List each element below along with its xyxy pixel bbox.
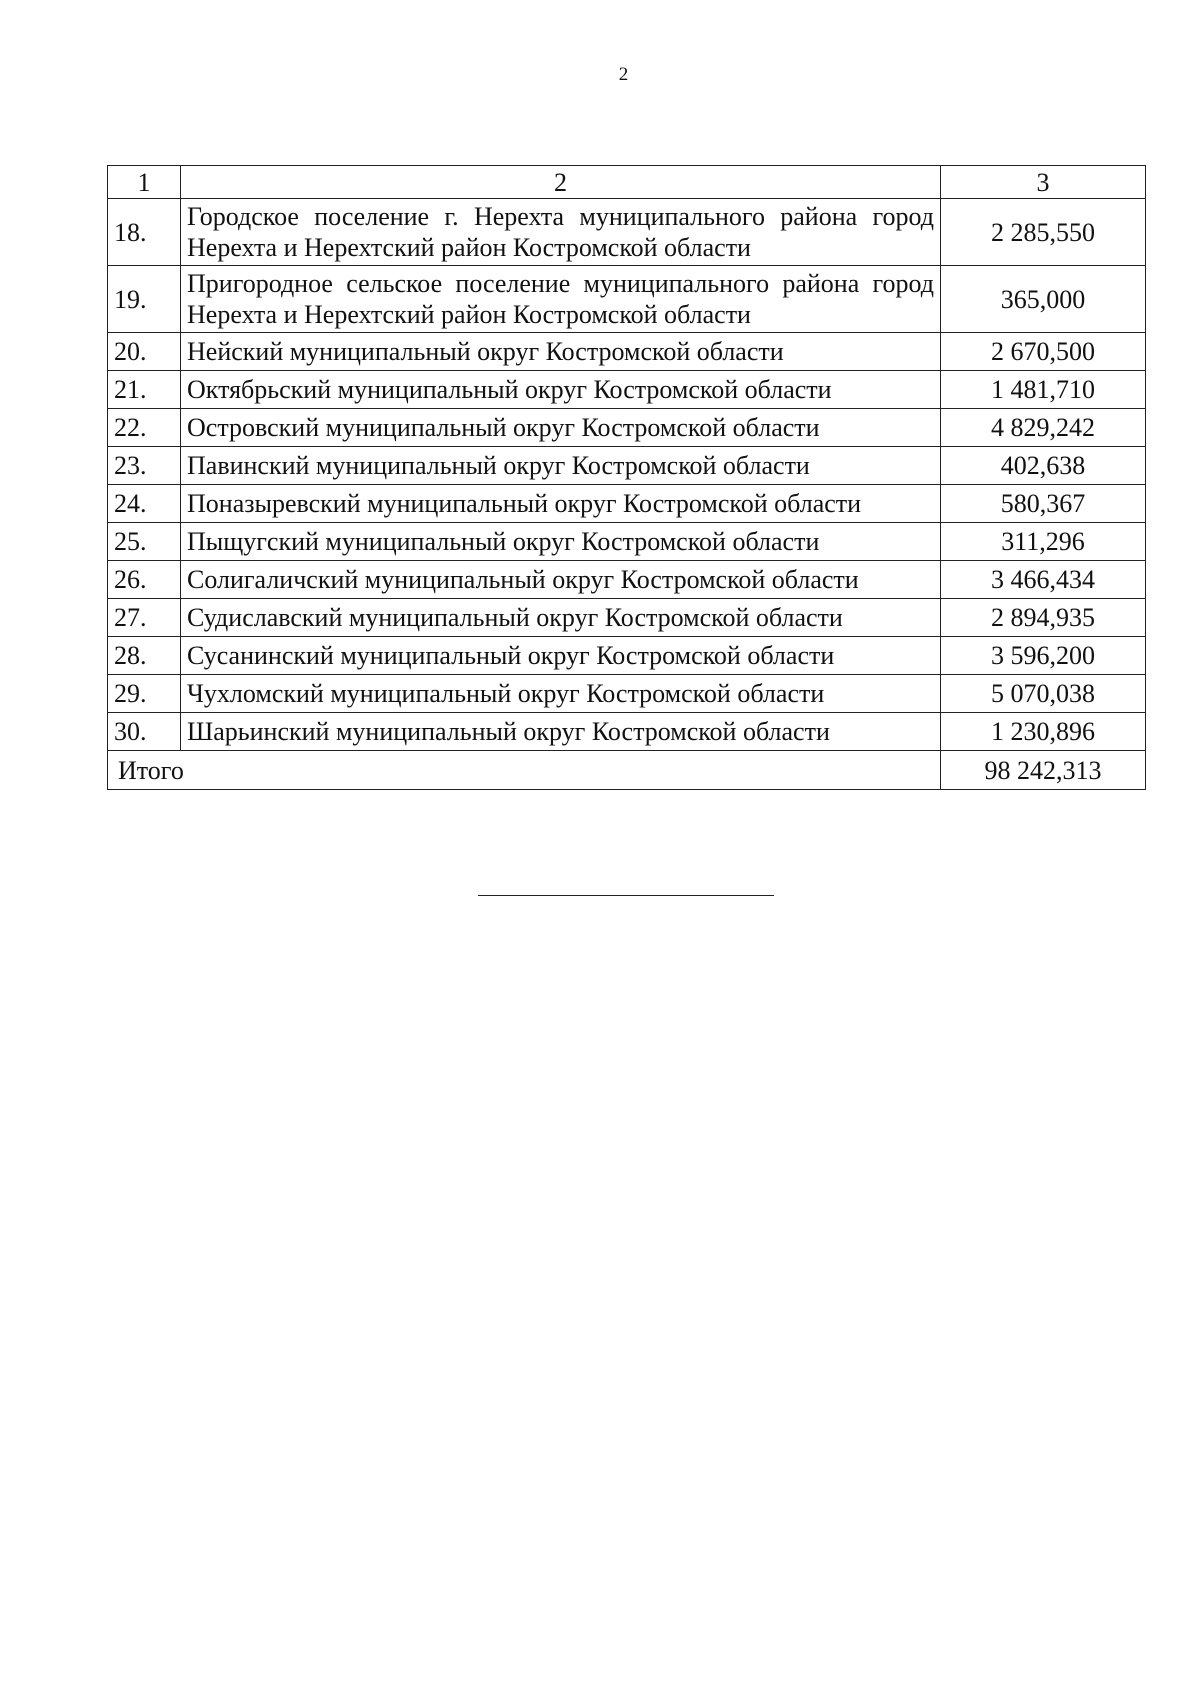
total-value: 98 242,313	[941, 751, 1146, 790]
municipality-name: Островский муниципальный округ Костромской области	[181, 409, 941, 447]
amount-value: 3 596,200	[941, 637, 1146, 675]
row-number: 20.	[108, 333, 181, 371]
amount-value: 580,367	[941, 485, 1146, 523]
municipality-name: Городское поселение г. Нерехта муниципального района город Нерехта и Нерехтский район Костромской области	[181, 199, 941, 266]
page-number: 2	[618, 64, 629, 85]
municipality-name: Павинский муниципальный округ Костромской области	[181, 447, 941, 485]
row-number: 18.	[108, 199, 181, 266]
table-row	[108, 637, 1146, 675]
table-row	[108, 523, 1146, 561]
table-row	[108, 713, 1146, 751]
row-number: 24.	[108, 485, 181, 523]
closing-rule-line	[478, 895, 774, 896]
municipality-name: Пыщугский муниципальный округ Костромской области	[181, 523, 941, 561]
total-label: Итого	[108, 751, 941, 790]
amount-value: 5 070,038	[941, 675, 1146, 713]
amount-value: 1 230,896	[941, 713, 1146, 751]
table-header-row	[108, 166, 1146, 199]
amount-value: 365,000	[941, 266, 1146, 333]
table-row	[108, 199, 1146, 266]
row-number: 23.	[108, 447, 181, 485]
table-row	[108, 485, 1146, 523]
amount-value: 4 829,242	[941, 409, 1146, 447]
column-header-2: 2	[181, 166, 941, 199]
row-number: 28.	[108, 637, 181, 675]
table-row	[108, 561, 1146, 599]
row-number: 19.	[108, 266, 181, 333]
municipality-name: Нейский муниципальный округ Костромской области	[181, 333, 941, 371]
municipality-name: Сусанинский муниципальный округ Костромской области	[181, 637, 941, 675]
table-row	[108, 266, 1146, 333]
row-number: 25.	[108, 523, 181, 561]
column-header-1: 1	[108, 166, 181, 199]
amount-value: 402,638	[941, 447, 1146, 485]
municipality-name: Солигаличский муниципальный округ Костромской области	[181, 561, 941, 599]
amount-value: 2 670,500	[941, 333, 1146, 371]
row-number: 27.	[108, 599, 181, 637]
municipality-name: Чухломский муниципальный округ Костромской области	[181, 675, 941, 713]
amount-value: 311,296	[941, 523, 1146, 561]
municipality-name: Пригородное сельское поселение муниципального района город Нерехта и Нерехтский район Костромской области	[181, 266, 941, 333]
municipality-name: Шарьинский муниципальный округ Костромской области	[181, 713, 941, 751]
table-row	[108, 599, 1146, 637]
row-number: 21.	[108, 371, 181, 409]
distribution-table	[107, 165, 1146, 790]
row-number: 22.	[108, 409, 181, 447]
table-row	[108, 447, 1146, 485]
amount-value: 2 285,550	[941, 199, 1146, 266]
table-row	[108, 675, 1146, 713]
row-number: 26.	[108, 561, 181, 599]
municipality-name: Поназыревский муниципальный округ Костромской области	[181, 485, 941, 523]
amount-value: 1 481,710	[941, 371, 1146, 409]
municipality-name: Октябрьский муниципальный округ Костромской области	[181, 371, 941, 409]
table-row	[108, 409, 1146, 447]
amount-value: 2 894,935	[941, 599, 1146, 637]
column-header-3: 3	[941, 166, 1146, 199]
table-row	[108, 333, 1146, 371]
municipality-name: Судиславский муниципальный округ Костромской области	[181, 599, 941, 637]
table-row	[108, 371, 1146, 409]
row-number: 30.	[108, 713, 181, 751]
amount-value: 3 466,434	[941, 561, 1146, 599]
table-total-row	[108, 751, 1146, 790]
row-number: 29.	[108, 675, 181, 713]
